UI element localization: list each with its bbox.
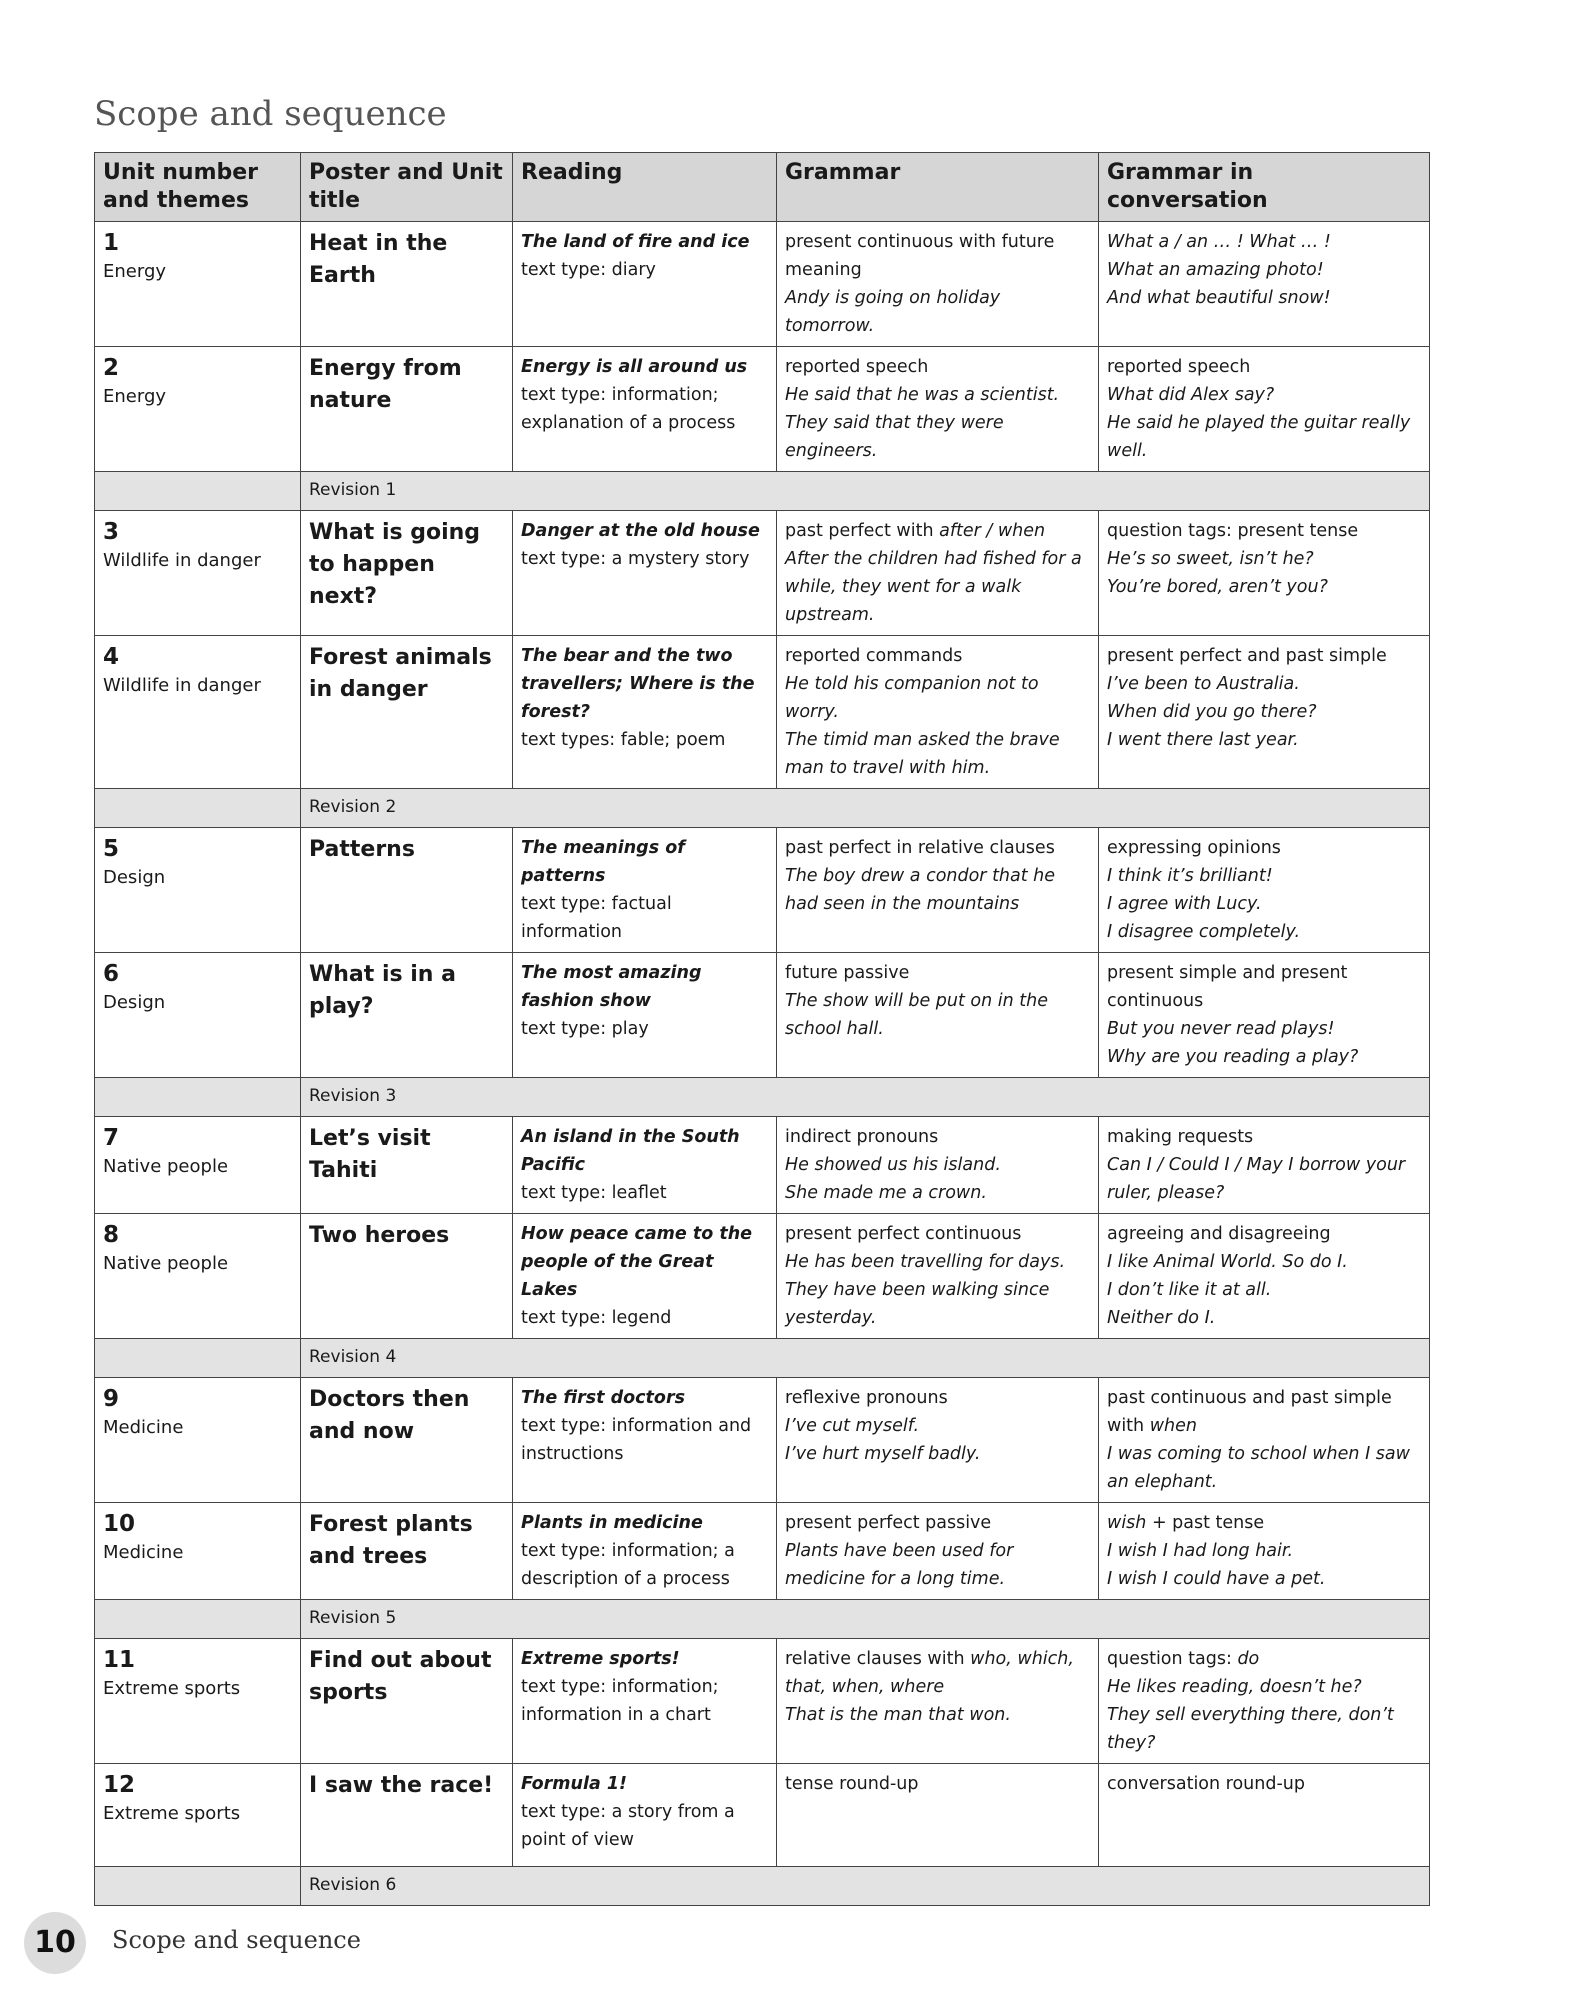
conversation-point: present simple and present continuous <box>1107 963 1348 1011</box>
header-grammar: Grammar <box>777 153 1099 222</box>
unit-title: Doctors then and now <box>309 1387 470 1444</box>
reading-title: The most amazing fashion show <box>521 963 702 1011</box>
unit-title: Patterns <box>309 837 415 862</box>
grammar-point: past perfect in relative clauses <box>785 838 1055 858</box>
grammar-example: The timid man asked the brave man to travel with him. <box>785 730 1060 778</box>
header-unit-themes: Unit number and themes <box>95 153 301 222</box>
conversation-point <box>1107 1509 1421 1537</box>
reading-title: The bear and the two travellers; Where is the forest? <box>521 646 755 722</box>
unit-title: Forest animals in danger <box>309 645 492 702</box>
unit-theme: Native people <box>103 1253 229 1274</box>
revision-label: Revision 3 <box>309 1086 397 1106</box>
conversation-example: I was coming to school when I saw an elephant. <box>1107 1444 1410 1492</box>
conversation-point: expressing opinions <box>1107 838 1281 858</box>
footer-section-title: Scope and sequence <box>112 1926 361 1954</box>
header-grammar-conversation: Grammar in conversation <box>1099 153 1430 222</box>
text-type: text type: information; a description of a process <box>521 1541 735 1589</box>
unit-row-7 <box>95 1117 1430 1214</box>
conversation-point: conversation round-up <box>1107 1774 1305 1794</box>
unit-title: What is in a play? <box>309 962 456 1019</box>
conversation-example: You’re bored, aren’t you? <box>1107 577 1328 597</box>
unit-theme: Native people <box>103 1156 229 1177</box>
revision-row-3 <box>95 1078 1430 1117</box>
scope-sequence-table <box>94 152 1430 1906</box>
unit-row-11 <box>95 1639 1430 1764</box>
unit-theme: Energy <box>103 261 167 282</box>
revision-label: Revision 4 <box>309 1347 397 1367</box>
text-type: text type: play <box>521 1019 649 1039</box>
grammar-example: That is the man that won. <box>785 1705 1011 1725</box>
unit-title: Let’s visit Tahiti <box>309 1126 431 1183</box>
text-type: text type: leaflet <box>521 1183 667 1203</box>
unit-row-9 <box>95 1378 1430 1503</box>
text-type: text type: factual information <box>521 894 672 942</box>
conversation-example: I don’t like it at all. <box>1107 1280 1272 1300</box>
unit-row-2 <box>95 347 1430 472</box>
page-title: Scope and sequence <box>94 94 447 134</box>
unit-title: Two heroes <box>309 1223 450 1248</box>
revision-row-5 <box>95 1600 1430 1639</box>
revision-row-6 <box>95 1867 1430 1906</box>
conversation-point: What a / an … ! What … ! <box>1107 232 1331 252</box>
grammar-example: The show will be put on in the school hall. <box>785 991 1049 1039</box>
reading-title: Plants in medicine <box>521 1513 703 1533</box>
page-number-badge: 10 <box>24 1912 86 1974</box>
grammar-example: The boy drew a condor that he had seen in the mountains <box>785 866 1056 914</box>
conversation-point <box>1107 1384 1421 1440</box>
header-reading: Reading <box>513 153 777 222</box>
grammar-example: Plants have been used for medicine for a long time. <box>785 1541 1014 1589</box>
unit-title: Energy from nature <box>309 356 462 413</box>
conversation-example: I went there last year. <box>1107 730 1299 750</box>
conversation-example: I think it’s brilliant! <box>1107 866 1273 886</box>
revision-row-2 <box>95 789 1430 828</box>
conversation-example: Why are you reading a play? <box>1107 1047 1359 1067</box>
conversation-point: agreeing and disagreeing <box>1107 1224 1331 1244</box>
revision-row-4 <box>95 1339 1430 1378</box>
unit-theme: Design <box>103 867 166 888</box>
conversation-example: I agree with Lucy. <box>1107 894 1262 914</box>
conversation-keyword: when <box>1149 1416 1197 1436</box>
conversation-example: Can I / Could I / May I borrow your ruler, please? <box>1107 1155 1406 1203</box>
unit-row-8 <box>95 1214 1430 1339</box>
conversation-point-text: question tags: <box>1107 1649 1238 1669</box>
unit-theme: Medicine <box>103 1542 184 1563</box>
unit-title: Forest plants and trees <box>309 1512 473 1569</box>
unit-title: Find out about sports <box>309 1648 492 1705</box>
unit-theme: Extreme sports <box>103 1803 241 1824</box>
unit-number: 3 <box>103 519 120 545</box>
grammar-example: I’ve hurt myself badly. <box>785 1444 981 1464</box>
header-poster-title: Poster and Unit title <box>301 153 513 222</box>
conversation-example: I like Animal World. So do I. <box>1107 1252 1348 1272</box>
conversation-example: What did Alex say? <box>1107 385 1275 405</box>
conversation-example: I disagree completely. <box>1107 922 1301 942</box>
unit-number: 7 <box>103 1125 120 1151</box>
unit-number: 5 <box>103 836 120 862</box>
text-type: text type: a story from a point of view <box>521 1802 735 1850</box>
text-type: text type: information and instructions <box>521 1416 752 1464</box>
reading-title: Energy is all around us <box>521 357 748 377</box>
unit-theme: Wildlife in danger <box>103 675 261 696</box>
unit-number: 12 <box>103 1772 136 1798</box>
grammar-example: Andy is going on holiday tomorrow. <box>785 288 1001 336</box>
conversation-keyword: do <box>1237 1649 1260 1669</box>
grammar-point: future passive <box>785 963 910 983</box>
unit-theme: Medicine <box>103 1417 184 1438</box>
unit-title: Heat in the Earth <box>309 231 448 288</box>
conversation-example: I wish I had long hair. <box>1107 1541 1294 1561</box>
conversation-example: What an amazing photo! <box>1107 260 1324 280</box>
unit-theme: Energy <box>103 386 167 407</box>
grammar-point-text: past perfect with <box>785 521 940 541</box>
grammar-example: I’ve cut myself. <box>785 1416 920 1436</box>
unit-number: 1 <box>103 230 120 256</box>
conversation-example: When did you go there? <box>1107 702 1317 722</box>
text-type: text types: fable; poem <box>521 730 726 750</box>
unit-row-6 <box>95 953 1430 1078</box>
unit-row-1 <box>95 222 1430 347</box>
unit-row-10 <box>95 1503 1430 1600</box>
unit-theme: Extreme sports <box>103 1678 241 1699</box>
conversation-example: He said he played the guitar really well. <box>1107 413 1411 461</box>
grammar-example: They said that they were engineers. <box>785 413 1004 461</box>
unit-number: 10 <box>103 1511 136 1537</box>
grammar-example: He has been travelling for days. <box>785 1252 1066 1272</box>
unit-row-5 <box>95 828 1430 953</box>
conversation-keyword: wish <box>1107 1513 1147 1533</box>
header-row <box>95 153 1430 222</box>
conversation-point: reported speech <box>1107 357 1251 377</box>
grammar-point <box>785 1645 1090 1701</box>
conversation-point-text: + past tense <box>1146 1513 1265 1533</box>
grammar-example: He told his companion not to worry. <box>785 674 1039 722</box>
reading-title: The meanings of patterns <box>521 838 685 886</box>
grammar-keyword: who, which, that, when, where <box>785 1649 1074 1697</box>
reading-title: Danger at the old house <box>521 521 760 541</box>
text-type: text type: diary <box>521 260 656 280</box>
conversation-example: But you never read plays! <box>1107 1019 1335 1039</box>
text-type: text type: information; explanation of a process <box>521 385 736 433</box>
conversation-example: They sell everything there, don’t they? <box>1107 1705 1394 1753</box>
unit-title: What is going to happen next? <box>309 520 481 609</box>
revision-row-1 <box>95 472 1430 511</box>
text-type: text type: a mystery story <box>521 549 750 569</box>
reading-title: Extreme sports! <box>521 1649 680 1669</box>
reading-title: An island in the South Pacific <box>521 1127 740 1175</box>
unit-theme: Wildlife in danger <box>103 550 261 571</box>
grammar-example: They have been walking since yesterday. <box>785 1280 1050 1328</box>
unit-number: 6 <box>103 961 120 987</box>
conversation-example: And what beautiful snow! <box>1107 288 1331 308</box>
revision-label: Revision 1 <box>309 480 397 500</box>
reading-title: Formula 1! <box>521 1774 627 1794</box>
conversation-point: question tags: present tense <box>1107 521 1359 541</box>
grammar-point: present continuous with future meaning <box>785 232 1055 280</box>
grammar-keyword: after / when <box>939 521 1046 541</box>
conversation-point: making requests <box>1107 1127 1254 1147</box>
conversation-example: He likes reading, doesn’t he? <box>1107 1677 1362 1697</box>
conversation-point: present perfect and past simple <box>1107 646 1387 666</box>
revision-label: Revision 2 <box>309 797 397 817</box>
grammar-point: tense round-up <box>785 1774 919 1794</box>
text-type: text type: legend <box>521 1308 672 1328</box>
revision-label: Revision 5 <box>309 1608 397 1628</box>
unit-theme: Design <box>103 992 166 1013</box>
conversation-example: I’ve been to Australia. <box>1107 674 1300 694</box>
grammar-point: indirect pronouns <box>785 1127 939 1147</box>
grammar-point: present perfect passive <box>785 1513 992 1533</box>
unit-number: 9 <box>103 1386 120 1412</box>
grammar-point: reported speech <box>785 357 929 377</box>
unit-row-12 <box>95 1764 1430 1867</box>
revision-label: Revision 6 <box>309 1875 397 1895</box>
conversation-example: He’s so sweet, isn’t he? <box>1107 549 1314 569</box>
conversation-point <box>1107 1645 1421 1673</box>
unit-row-3 <box>95 511 1430 636</box>
conversation-example: I wish I could have a pet. <box>1107 1569 1326 1589</box>
conversation-point-text: past continuous and past simple with <box>1107 1388 1392 1436</box>
conversation-example: Neither do I. <box>1107 1308 1216 1328</box>
reading-title: The first doctors <box>521 1388 685 1408</box>
grammar-point: reported commands <box>785 646 963 666</box>
unit-number: 11 <box>103 1647 136 1673</box>
text-type: text type: information; information in a chart <box>521 1677 719 1725</box>
grammar-point: present perfect continuous <box>785 1224 1022 1244</box>
grammar-example: She made me a crown. <box>785 1183 987 1203</box>
grammar-point: reflexive pronouns <box>785 1388 948 1408</box>
reading-title: The land of fire and ice <box>521 232 750 252</box>
grammar-example: He showed us his island. <box>785 1155 1001 1175</box>
reading-title: How peace came to the people of the Great Lakes <box>521 1224 753 1300</box>
grammar-example: He said that he was a scientist. <box>785 385 1060 405</box>
grammar-example: After the children had fished for a while, they went for a walk upstream. <box>785 549 1082 625</box>
grammar-point <box>785 517 1090 545</box>
unit-row-4 <box>95 636 1430 789</box>
unit-number: 2 <box>103 355 120 381</box>
unit-number: 4 <box>103 644 120 670</box>
grammar-point-text: relative clauses with <box>785 1649 971 1669</box>
unit-number: 8 <box>103 1222 120 1248</box>
unit-title: I saw the race! <box>309 1773 494 1798</box>
